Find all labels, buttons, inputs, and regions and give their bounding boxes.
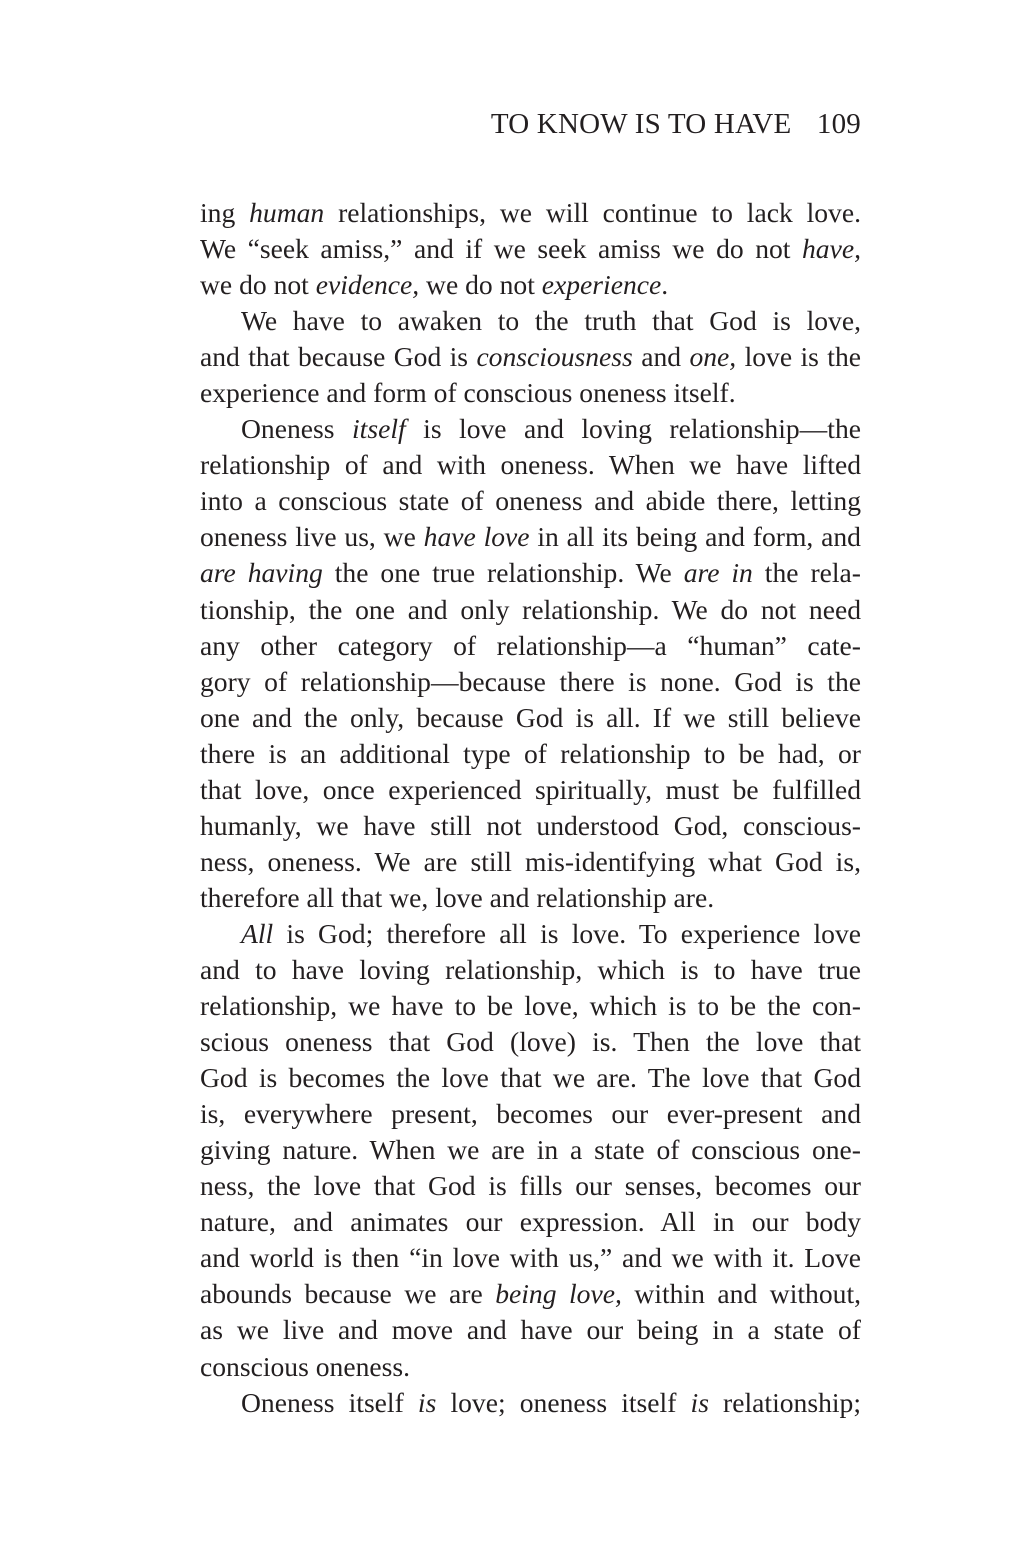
text-line	[200, 555, 861, 591]
italic-text: evidence,	[315, 269, 420, 301]
text-run: the one true relationship. We	[322, 557, 684, 589]
body-text	[200, 195, 861, 1421]
text-run: Oneness itself	[241, 1386, 418, 1418]
italic-text: All	[241, 917, 274, 949]
text-run: the rela-	[752, 557, 861, 589]
text-line	[200, 664, 861, 700]
text-line	[200, 1024, 861, 1060]
italic-text: is	[690, 1386, 709, 1418]
italic-text: consciousness	[476, 341, 633, 373]
italic-text: being love,	[495, 1278, 622, 1310]
text-run: any other category of relationship—a “human” cate-	[200, 629, 861, 661]
text-run: God is becomes the love that we are. The love that God	[200, 1062, 861, 1094]
text-line	[200, 592, 861, 628]
text-run: we do not	[200, 269, 316, 301]
text-line	[200, 339, 861, 375]
text-run: abounds because we are	[200, 1278, 496, 1310]
text-line	[200, 1276, 861, 1312]
page-number: 109	[816, 108, 861, 140]
text-run: and to have loving relationship, which is to have true	[200, 953, 861, 985]
text-run: therefore all that we, love and relationship are.	[200, 881, 715, 913]
text-line	[200, 1096, 861, 1132]
text-run: we do not	[419, 269, 542, 301]
paragraph-first-line	[200, 1385, 861, 1421]
text-run: relationship, we have to be love, which is to be the con-	[200, 990, 861, 1022]
text-line	[200, 880, 861, 916]
text-line	[200, 988, 861, 1024]
italic-text: human	[249, 197, 325, 228]
text-line	[200, 808, 861, 844]
text-line	[200, 1168, 861, 1204]
paragraph-first-line	[200, 303, 861, 339]
text-run: and that because God is	[200, 341, 477, 373]
text-run: as we live and move and have our being in a state of	[200, 1314, 861, 1346]
text-line	[200, 1349, 861, 1385]
text-line	[200, 1060, 861, 1096]
text-line	[200, 1204, 861, 1240]
text-run: one and the only, because God is all. If we still believe	[200, 701, 861, 733]
italic-text: one,	[689, 341, 737, 373]
text-run: relationship of and with oneness. When we have lifted	[200, 449, 861, 481]
italic-text: itself	[352, 413, 406, 445]
text-run: is love and loving relationship—the	[405, 413, 861, 445]
text-line	[200, 519, 861, 555]
italic-text: is	[417, 1386, 437, 1418]
text-line	[200, 952, 861, 988]
text-line	[200, 447, 861, 483]
text-run: is God; therefore all is love. To experience love	[273, 917, 861, 949]
text-run: ness, oneness. We are still mis-identifying what God is,	[200, 845, 861, 877]
italic-text: are in	[683, 557, 753, 589]
text-run: .	[661, 269, 669, 301]
paragraph-first-line	[200, 916, 861, 952]
text-run: conscious oneness.	[200, 1350, 410, 1382]
text-line	[200, 375, 861, 411]
text-line	[200, 772, 861, 808]
paragraph-first-line	[200, 411, 861, 447]
text-run: relationships, we will continue to lack love.	[324, 197, 861, 228]
text-run: is, everywhere present, becomes our ever-present and	[200, 1098, 861, 1130]
text-run: humanly, we have still not understood God, conscious-	[200, 809, 861, 841]
text-run: within and without,	[621, 1278, 862, 1310]
text-line	[200, 700, 861, 736]
text-run: ing	[200, 197, 250, 228]
running-head-title: TO KNOW IS TO HAVE	[490, 108, 792, 140]
text-line	[200, 267, 861, 303]
text-run: nature, and animates our expression. All in our body	[200, 1206, 861, 1238]
text-run: We have to awaken to the truth that God is love,	[241, 305, 861, 337]
text-run: that love, once experienced spiritually, must be fulfilled	[200, 773, 861, 805]
text-run: ness, the love that God is fills our senses, becomes our	[200, 1170, 861, 1202]
text-run: love; oneness itself	[436, 1386, 691, 1418]
text-run: and world is then “in love with us,” and we with it. Love	[200, 1242, 861, 1274]
text-run: in all its being and form, and	[529, 521, 861, 553]
text-run: and	[632, 341, 690, 373]
text-line	[200, 1132, 861, 1168]
text-line	[200, 628, 861, 664]
text-run: giving nature. When we are in a state of conscious one-	[200, 1134, 861, 1166]
text-line	[200, 483, 861, 519]
text-run: We “seek amiss,” and if we seek amiss we do not	[200, 233, 802, 265]
text-line	[200, 736, 861, 772]
text-run: scious oneness that God (love) is. Then the love that	[200, 1026, 861, 1058]
text-line	[200, 231, 861, 267]
text-run: there is an additional type of relationship to be had, or	[200, 737, 861, 769]
text-run: love is the	[736, 341, 861, 373]
text-line	[200, 1312, 861, 1348]
text-run: tionship, the one and only relationship. We do not need	[200, 593, 861, 625]
text-line	[200, 195, 861, 231]
text-run: into a conscious state of oneness and abide there, letting	[200, 485, 861, 517]
text-run: Oneness	[241, 413, 352, 445]
text-line	[200, 1240, 861, 1276]
italic-text: experience	[541, 269, 662, 301]
text-run: experience and form of conscious oneness itself.	[200, 377, 736, 409]
text-run: oneness live us, we	[200, 521, 424, 553]
italic-text: have love	[423, 521, 530, 553]
running-head	[491, 106, 861, 142]
italic-text: are having	[200, 557, 323, 589]
text-run: relationship;	[708, 1386, 862, 1418]
italic-text: have,	[802, 233, 861, 265]
text-line	[200, 844, 861, 880]
text-run: gory of relationship—because there is none. God is the	[200, 665, 861, 697]
